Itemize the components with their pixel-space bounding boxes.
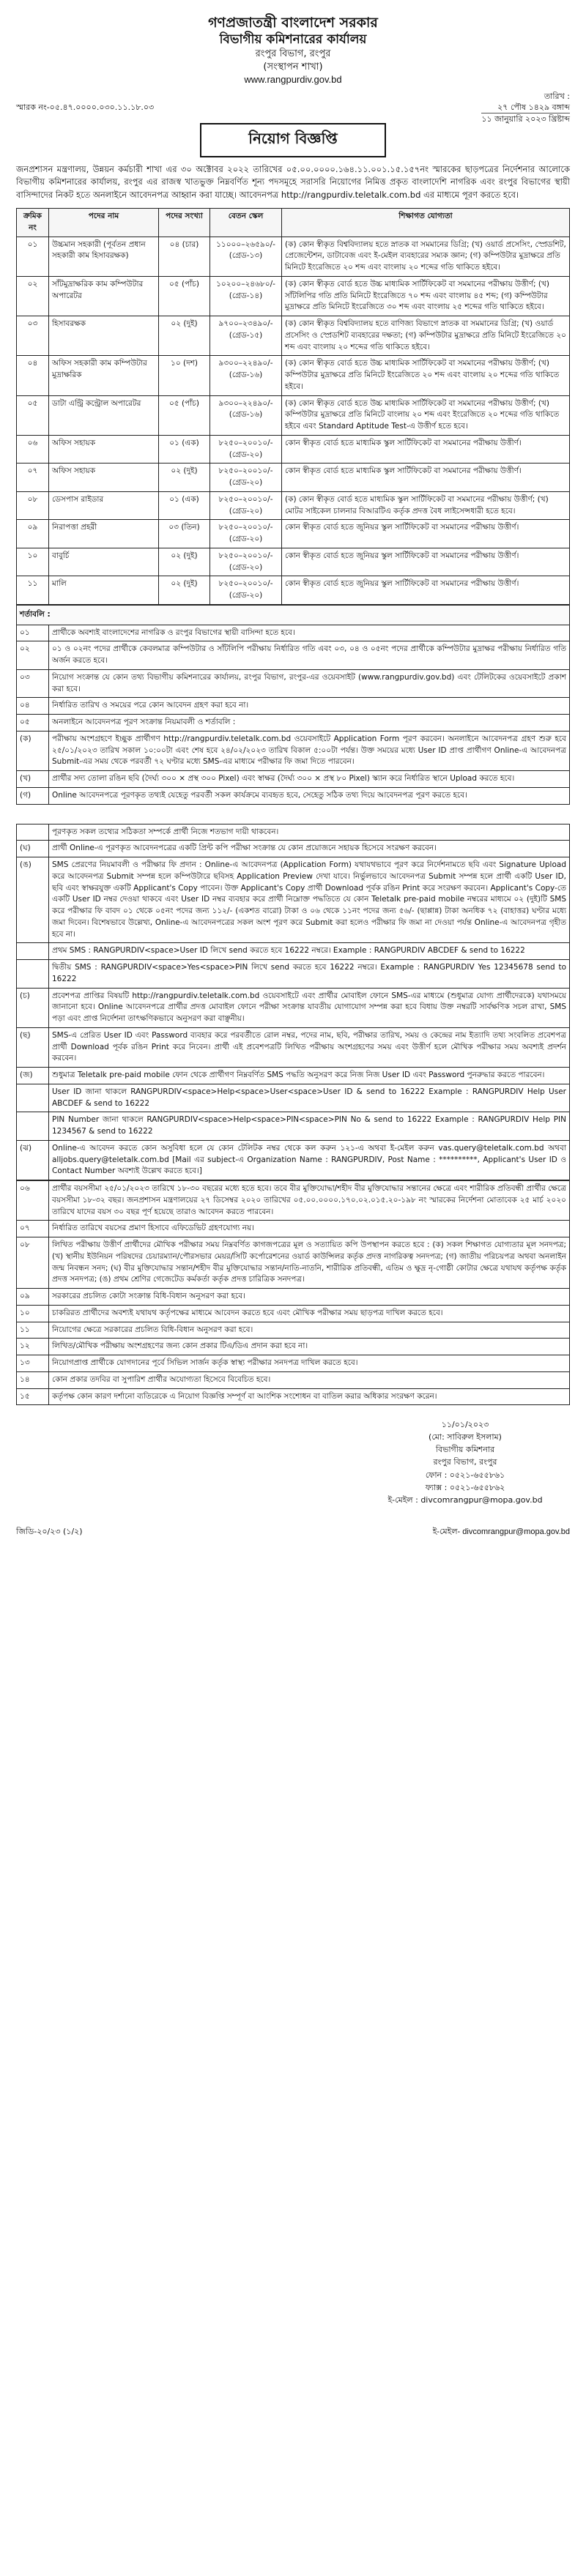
condition-row <box>17 669 570 698</box>
condition-text: প্রবেশপত্র প্রাপ্তির বিষয়টি http://rangpurdiv.teletalk.com.bd ওয়েবসাইটে এবং প্রার্থীর মোবাইল ফোনে SMS-এর মাধ্যমে (শুধুমাত্র যোগ্য প্রার্থীদেরকে) যথাসময়ে জানানো হবে। Online আবেদনপত্রে প্রার্থীর প্রদত্ত মোবাইল ফোনে পরীক্ষা সংক্রান্ত যাবতীয় যোগাযোগ সম্পন্ন করা হবে বিধায় উক্ত নম্বরটি সার্বক্ষণিক সচল রাখা, SMS পড়া এবং প্রাপ্ত নির্দেশনা তাৎক্ষণিকভাবে অনুসরণ করা বাঞ্ছনীয়। <box>49 988 570 1027</box>
row-pay-scale: ৯৩০০–২২৪৯০/- (গ্রেড-১৬) <box>210 356 282 395</box>
condition-row <box>17 857 570 943</box>
condition-text: User ID জানা থাকলে RANGPURDIV<space>Help<space>User<space>User ID & send to 16222 Example : RANGPURDIV Help User ABCDEF & send to 16222 <box>49 1084 570 1112</box>
condition-text: চাকরিরত প্রার্থীদের অবশ্যই যথাযথ কর্তৃপক্ষের মাধ্যমে আবেদন করতে হবে এবং মৌখিক পরীক্ষার সময় ছাড়পত্র দাখিল করতে হবে। <box>49 1305 570 1322</box>
row-post-name: নিরাপত্তা প্রহরী <box>49 520 159 548</box>
date-bangla: ২৭ পৌষ ১৪২৯ বঙ্গাব্দ <box>481 102 570 113</box>
condition-number: ১৪ <box>17 1371 49 1388</box>
condition-number: ১৫ <box>17 1388 49 1405</box>
signer-office: রংপুর বিভাগ, রংপুর <box>433 1457 497 1467</box>
condition-number: (ঘ) <box>17 841 49 857</box>
condition-text: দ্বিতীয় SMS : RANGPURDIV<space>Yes<space>PIN লিখে send করতে হবে 16222 নম্বরে। Example : RANGPURDIV Yes 12345678 send to 16222 <box>49 960 570 989</box>
conditions-table-b <box>16 824 570 1181</box>
header-post: পদের নাম <box>49 209 159 237</box>
row-post-count: ০২ (দুই) <box>159 548 210 576</box>
condition-text: SMS প্রেরণের নিয়মাবলী ও পরীক্ষার ফি প্রদান : Online-এ আবেদনপত্র (Application Form) যথাযথভাবে পূরণ করে নির্দেশনামতে ছবি এবং Signature Upload করে আবেদনপত্র Submit সম্পন্ন হলে কম্পিউটারে ছবিসহ Application Preview দেখা যাবে। নির্ভুলভাবে আবেদনপত্র Submit সম্পন্ন হলে প্রার্থী একটি User ID, ছবি এবং স্বাক্ষরযুক্ত একটি Applicant's Copy পাবেন। উক্ত Applicant's Copy প্রার্থী Download পূর্বক রঙিন Print করে সংরক্ষণ করবেন। Applicant's Copy-তে একটি User ID নম্বর দেওয়া থাকবে এবং User ID নম্বর ব্যবহার করে প্রার্থী নিম্নোক্ত পদ্ধতিতে যে কোন Teletalk pre-paid mobile নম্বরের মাধ্যমে ০২ (দুই)টি SMS করে পরীক্ষার ফি বাবদ ০১ থেকে ০৫নং পদের জন্য ১১২/- (একশত বারো) টাকা ও ০৬ থেকে ১১নং পদের জন্য ৫৬/- (ছাপ্পান্ন) টাকা অনধিক ৭২ (বাহাত্তর) ঘণ্টার মধ্যে জমা দিবেন। বিশেষভাবে উল্লেখ্য, Online-এ আবেদনপত্রের সকল অংশ পূরণ করে Submit করা হলেও পরীক্ষার ফি জমা না দেওয়া পর্যন্ত Online-এ আবেদনপত্র গৃহীত হবে না। <box>49 857 570 943</box>
condition-number: ০৭ <box>17 1221 49 1237</box>
table-row <box>17 520 570 548</box>
condition-row <box>17 625 570 641</box>
conditions-c-body <box>17 1181 570 1405</box>
header-qualification: শিক্ষাগত যোগ্যতা <box>282 209 570 237</box>
condition-text: প্রার্থীর বয়সসীমা ২৫/০১/২০২৩ তারিখে ১৮-৩০ বছরের মধ্যে হতে হবে। তবে বীর মুক্তিযোদ্ধা/শহীদ বীর মুক্তিযোদ্ধার সন্তানের ক্ষেত্রে এবং শারীরিক প্রতিবন্ধী প্রার্থীর ক্ষেত্রে বয়সসীমা ১৮-৩২ বছর। জনপ্রশাসন মন্ত্রণালয়ের ২৭ ডিসেম্বর ২০২০ তারিখের ০৫.০০.০০০০.১৭০.০২.০১৫.২০-১৯৮ নং স্মারকের নির্দেশনা মোতাবেক ২৫ মার্চ ২০২০ তারিখে যাদের বয়স ৩০ বছর পূর্ণ হয়েছে তারাও আবেদন করতে পারবেন। <box>49 1181 570 1221</box>
table-row <box>17 276 570 316</box>
condition-number: (ক) <box>17 731 49 770</box>
row-serial: ০৬ <box>17 435 49 464</box>
condition-text: কর্তৃপক্ষ কোন কারণ দর্শানো ব্যতিরেকে এ নিয়োগ বিজ্ঞপ্তি সম্পূর্ণ বা আংশিক সংশোধন বা বাতিল করার অধিকার সংরক্ষণ করেন। <box>49 1388 570 1405</box>
date-label: তারিখ : <box>544 91 570 101</box>
row-qualification: কোন স্বীকৃত বোর্ড হতে মাধ্যমিক স্কুল সার্টিফিকেট বা সমমানের পরীক্ষায় উত্তীর্ণ। <box>282 464 570 492</box>
row-post-name: মালি <box>49 576 159 605</box>
row-post-name: অফিস সহায়ক <box>49 464 159 492</box>
header-count: পদের সংখ্যা <box>159 209 210 237</box>
row-qualification: (ক) কোন স্বীকৃত বোর্ড হতে উচ্চ মাধ্যমিক সার্টিফিকেট বা সমমানের পরীক্ষায় উত্তীর্ণ; (খ) কম্পিউটার মুদ্রাক্ষরে প্রতি মিনিটে বাংলায় ২০ শব্দ এবং ইংরেজিতে ২০ শব্দের গতি থাকিতে হইবে এবং Standard Aptitude Test-এ উত্তীর্ণ হতে হবে। <box>282 395 570 435</box>
condition-text: লিখিত পরীক্ষায় উত্তীর্ণ প্রার্থীদের মৌখিক পরীক্ষার সময় নিম্নবর্ণিত কাগজপত্রের মূল ও সত্যায়িত কপি উপস্থাপন করতে হবে : (ক) সকল শিক্ষাগত যোগ্যতার মূল সনদপত্র; (খ) স্থানীয় ইউনিয়ন পরিষদের চেয়ারম্যান/পৌরসভার মেয়র/সিটি কর্পোরেশনের ওয়ার্ড কাউন্সিলর কর্তৃক প্রদত্ত নাগরিকত্ব সনদপত্র; (গ) জাতীয় পরিচয়পত্র অথবা অনলাইন জন্ম নিবন্ধন সনদ; (ঘ) বীর মুক্তিযোদ্ধার সন্তান/শহীদ বীর মুক্তিযোদ্ধার সন্তান/নাতি-নাতনি, শারীরিক প্রতিবন্ধী, এতিম ও ক্ষুদ্র নৃ-গোষ্ঠী কোটার ক্ষেত্রে যথাযথ কর্তৃপক্ষ কর্তৃক প্রদত্ত সনদপত্র; (ঙ) প্রথম শ্রেণির গেজেটেড কর্মকর্তা কর্তৃক প্রদত্ত চারিত্রিক সনদপত্র। <box>49 1237 570 1289</box>
table-row <box>17 435 570 464</box>
signature-date: ১১/০১/২০২৩ <box>441 1420 489 1430</box>
condition-text: প্রার্থীর সদ্য তোলা রঙিন ছবি (দৈর্ঘ্য ৩০০ × প্রস্থ ৩০০ Pixel) এবং স্বাক্ষর (দৈর্ঘ্য ৩০০ × প্রস্থ ৮০ Pixel) স্ক্যান করে নির্ধারিত স্থানে Upload করতে হবে। <box>49 771 570 788</box>
condition-number: ১১ <box>17 1322 49 1339</box>
row-serial: ০৫ <box>17 395 49 435</box>
condition-row <box>17 1084 570 1112</box>
row-pay-scale: ৮২৫০–২০০১০/- (গ্রেড-২০) <box>210 548 282 576</box>
website-link[interactable]: www.rangpurdiv.gov.bd <box>244 74 342 86</box>
row-qualification: (ক) কোন স্বীকৃত বিশ্ববিদ্যালয় হতে বাণিজ্য বিভাগে স্নাতক বা সমমানের ডিগ্রি; (খ) ওয়ার্ড প্রসেসিং ও স্প্রেডশিট ব্যবহারের দক্ষতা; (গ) কম্পিউটার মুদ্রাক্ষরে প্রতি মিনিটে ইংরেজিতে ২০ শব্দ এবং বাংলায় ২০ শব্দের গতি থাকিতে হইবে। <box>282 316 570 356</box>
footer-code: জিডি-২০/২৩ (১/২) <box>16 1526 83 1536</box>
conditions-b-body <box>17 824 570 1180</box>
conditions-table-a <box>16 605 570 805</box>
condition-text: পূরণকৃত সকল তথ্যের সঠিকতা সম্পর্কে প্রার্থী নিজে শতভাগ দায়ী থাকবেন। <box>49 824 570 841</box>
footer-email: ই-মেইল- divcomrangpur@mopa.gov.bd <box>432 1527 570 1536</box>
condition-number: (গ) <box>17 787 49 804</box>
condition-number: ০৩ <box>17 669 49 698</box>
condition-text: Online আবেদনপত্রে পূরণকৃত তথ্যই যেহেতু পরবর্তী সকল কার্যক্রমে ব্যবহৃত হবে, সেহেতু সঠিক তথ্য দিয়ে আবেদনপত্র পূরণ করতে হবে। <box>49 787 570 804</box>
row-serial: ০১ <box>17 237 49 276</box>
table-row <box>17 395 570 435</box>
row-post-name: অফিস সহকারী কাম কম্পিউটার মুদ্রাক্ষরিক <box>49 356 159 395</box>
condition-number: ১৩ <box>17 1355 49 1372</box>
condition-number: ০২ <box>17 641 49 670</box>
row-qualification: কোন স্বীকৃত বোর্ড হতে জুনিয়র স্কুল সার্টিফিকেট বা সমমানের পরীক্ষায় উত্তীর্ণ। <box>282 520 570 548</box>
division-name: রংপুর বিভাগ, রংপুর <box>255 48 331 59</box>
condition-row <box>17 771 570 788</box>
condition-number: ০১ <box>17 625 49 641</box>
signer-name: (মো: সাবিরুল ইসলাম) <box>429 1432 502 1443</box>
row-post-name: ডাটা এন্ট্রি কন্ট্রোল অপারেটর <box>49 395 159 435</box>
condition-text: PIN Number জানা থাকলে RANGPURDIV<space>Help<space>PIN<space>PIN No & send to 16222 Example : RANGPURDIV Help PIN 1234567 & send to 16222 <box>49 1112 570 1141</box>
condition-text: প্রথম SMS : RANGPURDIV<space>User ID লিখে send করতে হবে 16222 নম্বরে। Example : RANGPURDIV ABCDEF & send to 16222 <box>49 943 570 960</box>
condition-row <box>17 1140 570 1180</box>
row-qualification: (ক) কোন স্বীকৃত বোর্ড হতে উচ্চ মাধ্যমিক সার্টিফিকেট বা সমমানের পরীক্ষায় উত্তীর্ণ; (খ) সাঁটলিপির গতি প্রতি মিনিটে ইংরেজিতে ৭০ শব্দ এবং বাংলায় ৪৫ শব্দ; (গ) কম্পিউটার মুদ্রাক্ষরে প্রতি মিনিটে ইংরেজিতে ৩০ শব্দ এবং বাংলায় ২৫ শব্দের গতি থাকিতে হইবে। <box>282 276 570 316</box>
condition-row <box>17 1112 570 1141</box>
condition-row <box>17 943 570 960</box>
condition-number: (ঙ) <box>17 857 49 943</box>
condition-text: লিখিত/মৌখিক পরীক্ষায় অংশগ্রহণের জন্য কোন প্রকার টিএ/ডিএ প্রদান করা হবে না। <box>49 1339 570 1355</box>
row-qualification: কোন স্বীকৃত বোর্ড হতে জুনিয়র স্কুল সার্টিফিকেট বা সমমানের পরীক্ষায় উত্তীর্ণ। <box>282 576 570 605</box>
row-post-count: ০২ (দুই) <box>159 464 210 492</box>
condition-number: (চ) <box>17 988 49 1027</box>
signer-phone: ফোন : ০৫২১-৬৫৫৮৬১ <box>425 1470 505 1480</box>
condition-number: ১০ <box>17 1305 49 1322</box>
date-english: ১১ জানুয়ারি ২০২৩ খ্রিষ্টাব্দ <box>481 114 570 124</box>
condition-text: প্রার্থীকে অবশ্যই বাংলাদেশের নাগরিক ও রংপুর বিভাগের স্থায়ী বাসিন্দা হতে হবে। <box>49 625 570 641</box>
table-row <box>17 491 570 520</box>
condition-text: নির্ধারিত তারিখ ও সময়ের পরে কোন আবেদন গ্রহণ করা হবে না। <box>49 698 570 715</box>
condition-number: ০৮ <box>17 1237 49 1289</box>
table-row <box>17 316 570 356</box>
table-row <box>17 237 570 276</box>
condition-text: নিয়োগপ্রাপ্ত প্রার্থীকে যোগদানের পূর্বে সিভিল সার্জন কর্তৃক স্বাস্থ্য পরীক্ষার সনদপত্র দাখিল করতে হবে। <box>49 1355 570 1372</box>
condition-text: নিয়োগ সংক্রান্ত যে কোন তথ্য বিভাগীয় কমিশনারের কার্যালয়, রংপুর বিভাগ, রংপুর-এর ওয়েবসাইট (www.rangpurdiv.gov.bd) এবং টেলিটকের ওয়েবসাইটে প্রকাশ করা হবে। <box>49 669 570 698</box>
conditions-a-body <box>17 625 570 804</box>
intro-paragraph: জনপ্রশাসন মন্ত্রণালয়, উন্নয়ন কর্মচারী শাখা এর ৩০ অক্টোবর ২০২২ তারিখের ০৫.০০.০০০০.১৬৪.১১.০০১.১৫.১৫৭নং স্মারকের ছাড়পত্রের নির্দেশনার আলোকে বিভাগীয় কমিশনারের কার্যালয়, রংপুর এর রাজস্ব খাতভুক্ত নিম্নবর্ণিত শূন্য পদসমূহে সরাসরি নিয়োগের নিমিত্ত প্রকৃত বাংলাদেশি নাগরিক এবং রংপুর বিভাগের স্থায়ী বাসিন্দাদের নিকট হতে অনলাইনে আবেদনপত্র আহ্বান করা যাচ্ছে। আবেদনপত্র http://rangpurdiv.teletalk.com.bd এর মাধ্যমে পূরণ করতে হবে। <box>16 163 570 201</box>
condition-row <box>17 641 570 670</box>
row-pay-scale: ৮২৫০–২০০১০/- (গ্রেড-২০) <box>210 491 282 520</box>
table-row <box>17 576 570 605</box>
department-title: বিভাগীয় কমিশনারের কার্যালয় <box>219 31 367 47</box>
condition-row <box>17 988 570 1027</box>
row-qualification: (ক) কোন স্বীকৃত বোর্ড হতে উচ্চ মাধ্যমিক সার্টিফিকেট বা সমমানের পরীক্ষায় উত্তীর্ণ; (খ) কম্পিউটার মুদ্রাক্ষরে প্রতি মিনিটে ইংরেজিতে ২০ শব্দ এবং বাংলায় ২০ শব্দের গতি থাকিতে হইবে। <box>282 356 570 395</box>
condition-number <box>17 824 49 841</box>
condition-row <box>17 1355 570 1372</box>
row-serial: ০২ <box>17 276 49 316</box>
table-row <box>17 548 570 576</box>
government-title: গণপ্রজাতন্ত্রী বাংলাদেশ সরকার <box>208 15 378 31</box>
conditions-table-c <box>16 1180 570 1405</box>
row-serial: ১১ <box>17 576 49 605</box>
condition-text: নির্ধারিত তারিখে বয়সের প্রমাণ হিসাবে এফিডেভিট গ্রহণযোগ্য নয়। <box>49 1221 570 1237</box>
row-pay-scale: ৮২৫০–২০০১০/- (গ্রেড-২০) <box>210 435 282 464</box>
row-pay-scale: ১১০০০–২৬৫৯০/- (গ্রেড-১৩) <box>210 237 282 276</box>
condition-row <box>17 1305 570 1322</box>
row-pay-scale: ৮২৫০–২০০১০/- (গ্রেড-২০) <box>210 576 282 605</box>
condition-row <box>17 1388 570 1405</box>
posts-table <box>16 208 570 605</box>
row-post-count: ০১ (এক) <box>159 435 210 464</box>
condition-text: পরীক্ষায় অংশগ্রহণে ইচ্ছুক প্রার্থীগণ http://rangpurdiv.teletalk.com.bd ওয়েবসাইটে Application Form পূরণ করবেন। অনলাইনে আবেদনপত্র গ্রহণ শুরু হবে ২৫/০১/২০২৩ তারিখ সকাল ১০:০০টা এবং শেষ হবে ২৪/০২/২০২৩ তারিখ বিকাল ৫:০০টা পর্যন্ত। উক্ত সময়ের মধ্যে User ID প্রাপ্ত প্রার্থীগণ Online-এ আবেদনপত্র Submit-এর সময় থেকে পরবর্তী ৭২ ঘণ্টার মধ্যে SMS-এর মাধ্যমে পরীক্ষার ফি জমা দিতে পারবেন। <box>49 731 570 770</box>
posts-table-body <box>17 237 570 604</box>
table-header-row <box>17 209 570 237</box>
condition-number <box>17 960 49 989</box>
row-serial: ০৪ <box>17 356 49 395</box>
row-post-count: ০৫ (পাঁচ) <box>159 395 210 435</box>
condition-number: ০৯ <box>17 1289 49 1306</box>
condition-number: (জ) <box>17 1068 49 1084</box>
row-post-name: হিসাবরক্ষক <box>49 316 159 356</box>
condition-text: নিয়োগের ক্ষেত্রে সরকারের প্রচলিত বিধি-বিধান অনুসরণ করা হবে। <box>49 1322 570 1339</box>
header-serial: ক্রমিক নং <box>17 209 49 237</box>
condition-number: (ঝ) <box>17 1140 49 1180</box>
condition-text: SMS-এ প্রেরিত User ID এবং Password ব্যবহার করে পরবর্তীতে রোল নম্বর, পদের নাম, ছবি, পরীক্ষার তারিখ, সময় ও কেন্দ্রের নাম ইত্যাদি তথ্য সংবলিত প্রবেশপত্র প্রার্থী Download পূর্বক রঙিন Print করে নিবেন। প্রার্থী এই প্রবেশপত্রটি লিখিত পরীক্ষায় অংশগ্রহণের সময় এবং উত্তীর্ণ হলে মৌখিক পরীক্ষার সময় অবশ্যই প্রদর্শন করবেন। <box>49 1027 570 1067</box>
row-post-count: ০৫ (পাঁচ) <box>159 276 210 316</box>
condition-number <box>17 1084 49 1112</box>
memo-number: স্মারক নং-০৫.৪৭.০০০০.০৩০.১১.১৮.০৩ <box>16 102 155 112</box>
signer-email: ই-মেইল : divcomrangpur@mopa.gov.bd <box>387 1494 543 1505</box>
condition-text: ০১ ও ০২নং পদের প্রার্থীকে কেবলমাত্র কম্পিউটার ও সাঁটলিপি পরীক্ষায় নির্ধারিত গতি এবং ০৩, ০৪ ও ০৫নং পদের প্রার্থীকে কম্পিউটার মুদ্রাক্ষর পরীক্ষায় নির্ধারিত গতি অর্জন করতে হবে। <box>49 641 570 670</box>
row-pay-scale: ৯৩০০–২২৪৯০/- (গ্রেড-১৬) <box>210 395 282 435</box>
row-pay-scale: ৮২৫০–২০০১০/- (গ্রেড-২০) <box>210 464 282 492</box>
condition-row <box>17 841 570 857</box>
signature-block <box>360 1418 570 1505</box>
condition-row <box>17 1068 570 1084</box>
condition-text: Online-এ আবেদন করতে কোন অসুবিধা হলে যে কোন টেলিটক নম্বর থেকে কল করুন ১২১-এ অথবা ই-মেইল করুন vas.query@teletalk.com.bd অথবা alljobs.query@teletalk.com.bd [Mail এর subject-এ Organization Name : RANGPURDIV, Post Name : **********, Applicant's User ID ও Contact Number অবশ্যই উল্লেখ করতে হবে।] <box>49 1140 570 1180</box>
row-serial: ০৯ <box>17 520 49 548</box>
notice-page <box>16 15 570 1541</box>
row-post-name: অফিস সহায়ক <box>49 435 159 464</box>
header-scale: বেতন স্কেল <box>210 209 282 237</box>
row-post-name: বাবুর্চি <box>49 548 159 576</box>
table-row <box>17 356 570 395</box>
row-serial: ০৮ <box>17 491 49 520</box>
condition-row <box>17 824 570 841</box>
row-post-count: ১০ (দশ) <box>159 356 210 395</box>
row-pay-scale: ৯৭০০–২৩৪৯০/- (গ্রেড-১৫) <box>210 316 282 356</box>
row-serial: ০৩ <box>17 316 49 356</box>
condition-row <box>17 1237 570 1289</box>
condition-row <box>17 715 570 732</box>
row-serial: ১০ <box>17 548 49 576</box>
condition-number: (খ) <box>17 771 49 788</box>
condition-number <box>17 1112 49 1141</box>
column-break <box>16 805 570 824</box>
row-serial: ০৭ <box>17 464 49 492</box>
memo-date <box>481 91 570 125</box>
row-qualification: (ক) কোন স্বীকৃত বোর্ড হতে মাধ্যমিক স্কুল সার্টিফিকেট বা সমমানের পরীক্ষায় উত্তীর্ণ; (খ) মোটর সাইকেল চালনার বিআরটিএ কর্তৃক প্রদত্ত বৈধ লাইসেন্সধারী হতে হবে। <box>282 491 570 520</box>
condition-text: কোন প্রকার তদবির বা সুপারিশ প্রার্থীর অযোগ্যতা হিসেবে বিবেচিত হবে। <box>49 1371 570 1388</box>
condition-text: সরকারের প্রচলিত কোটা সংক্রান্ত বিধি-বিধান অনুসরণ করা হবে। <box>49 1289 570 1306</box>
condition-number <box>17 943 49 960</box>
condition-number: ০৪ <box>17 698 49 715</box>
condition-number: ০৬ <box>17 1181 49 1221</box>
row-post-count: ০৪ (চার) <box>159 237 210 276</box>
row-post-name: উচ্চমান সহকারী (পূর্বতন প্রধান সহকারী কাম হিসাবরক্ষক) <box>49 237 159 276</box>
condition-row <box>17 1322 570 1339</box>
condition-row <box>17 731 570 770</box>
condition-number: (ছ) <box>17 1027 49 1067</box>
condition-row <box>17 1289 570 1306</box>
condition-row <box>17 960 570 989</box>
condition-row <box>17 1371 570 1388</box>
signer-designation: বিভাগীয় কমিশনার <box>435 1445 495 1455</box>
row-post-name: ডেসপাস রাইডার <box>49 491 159 520</box>
condition-number: ০৫ <box>17 715 49 732</box>
table-row <box>17 464 570 492</box>
memo-row <box>16 91 570 124</box>
row-post-count: ০২ (দুই) <box>159 316 210 356</box>
condition-text: প্রার্থী Online-এ পূরণকৃত আবেদনপত্রের একটি প্রিন্ট কপি পরীক্ষা সংক্রান্ত যে কোন প্রয়োজনে সহায়ক হিসেবে সংরক্ষণ করবেন। <box>49 841 570 857</box>
row-qualification: কোন স্বীকৃত বোর্ড হতে মাধ্যমিক স্কুল সার্টিফিকেট বা সমমানের পরীক্ষায় উত্তীর্ণ। <box>282 435 570 464</box>
row-qualification: কোন স্বীকৃত বোর্ড হতে জুনিয়র স্কুল সার্টিফিকেট বা সমমানের পরীক্ষায় উত্তীর্ণ। <box>282 548 570 576</box>
condition-row <box>17 698 570 715</box>
row-pay-scale: ১০২০০–২৪৬৮০/- (গ্রেড-১৪) <box>210 276 282 316</box>
row-pay-scale: ৮২৫০–২০০১০/- (গ্রেড-২০) <box>210 520 282 548</box>
row-post-name: সাঁটমুদ্রাক্ষরিক কাম কম্পিউটার অপারেটর <box>49 276 159 316</box>
condition-row <box>17 1221 570 1237</box>
condition-row <box>17 787 570 804</box>
notice-title: নিয়োগ বিজ্ঞপ্তি <box>200 123 386 157</box>
row-post-count: ০২ (দুই) <box>159 576 210 605</box>
signer-fax: ফ্যাক্স : ০৫২১-৬৫৫৮৬২ <box>425 1482 505 1492</box>
condition-row <box>17 1181 570 1221</box>
branch-name: (সংস্থাপন শাখা) <box>263 61 323 72</box>
conditions-title: শর্তাবলি : <box>17 605 570 625</box>
footer <box>16 1512 570 1541</box>
row-post-count: ০১ (এক) <box>159 491 210 520</box>
condition-text: অনলাইনে আবেদনপত্র পূরণ সংক্রান্ত নিয়মাবলী ও শর্তাবলি : <box>49 715 570 732</box>
condition-row <box>17 1027 570 1067</box>
condition-row <box>17 1339 570 1355</box>
condition-number: ১২ <box>17 1339 49 1355</box>
condition-text: শুধুমাত্র Teletalk pre-paid mobile ফোন থেকে প্রার্থীগণ নিম্নবর্ণিত SMS পদ্ধতি অনুসরণ করে নিজ নিজ User ID এবং Password পুনরুদ্ধার করতে পারবেন। <box>49 1068 570 1084</box>
row-qualification: (ক) কোন স্বীকৃত বিশ্ববিদ্যালয় হতে স্নাতক বা সমমানের ডিগ্রি; (খ) ওয়ার্ড প্রসেসিং, স্প্রেডশিট, প্রেজেন্টেশন, ডাটাবেজ এবং ই-মেইল ব্যবহারের সম্যক জ্ঞান; (গ) কম্পিউটার মুদ্রাক্ষরে প্রতি মিনিটে ইংরেজিতে ২০ শব্দ এবং বাংলায় ২০ শব্দের গতি থাকিতে হইবে। <box>282 237 570 276</box>
row-post-count: ০৩ (তিন) <box>159 520 210 548</box>
